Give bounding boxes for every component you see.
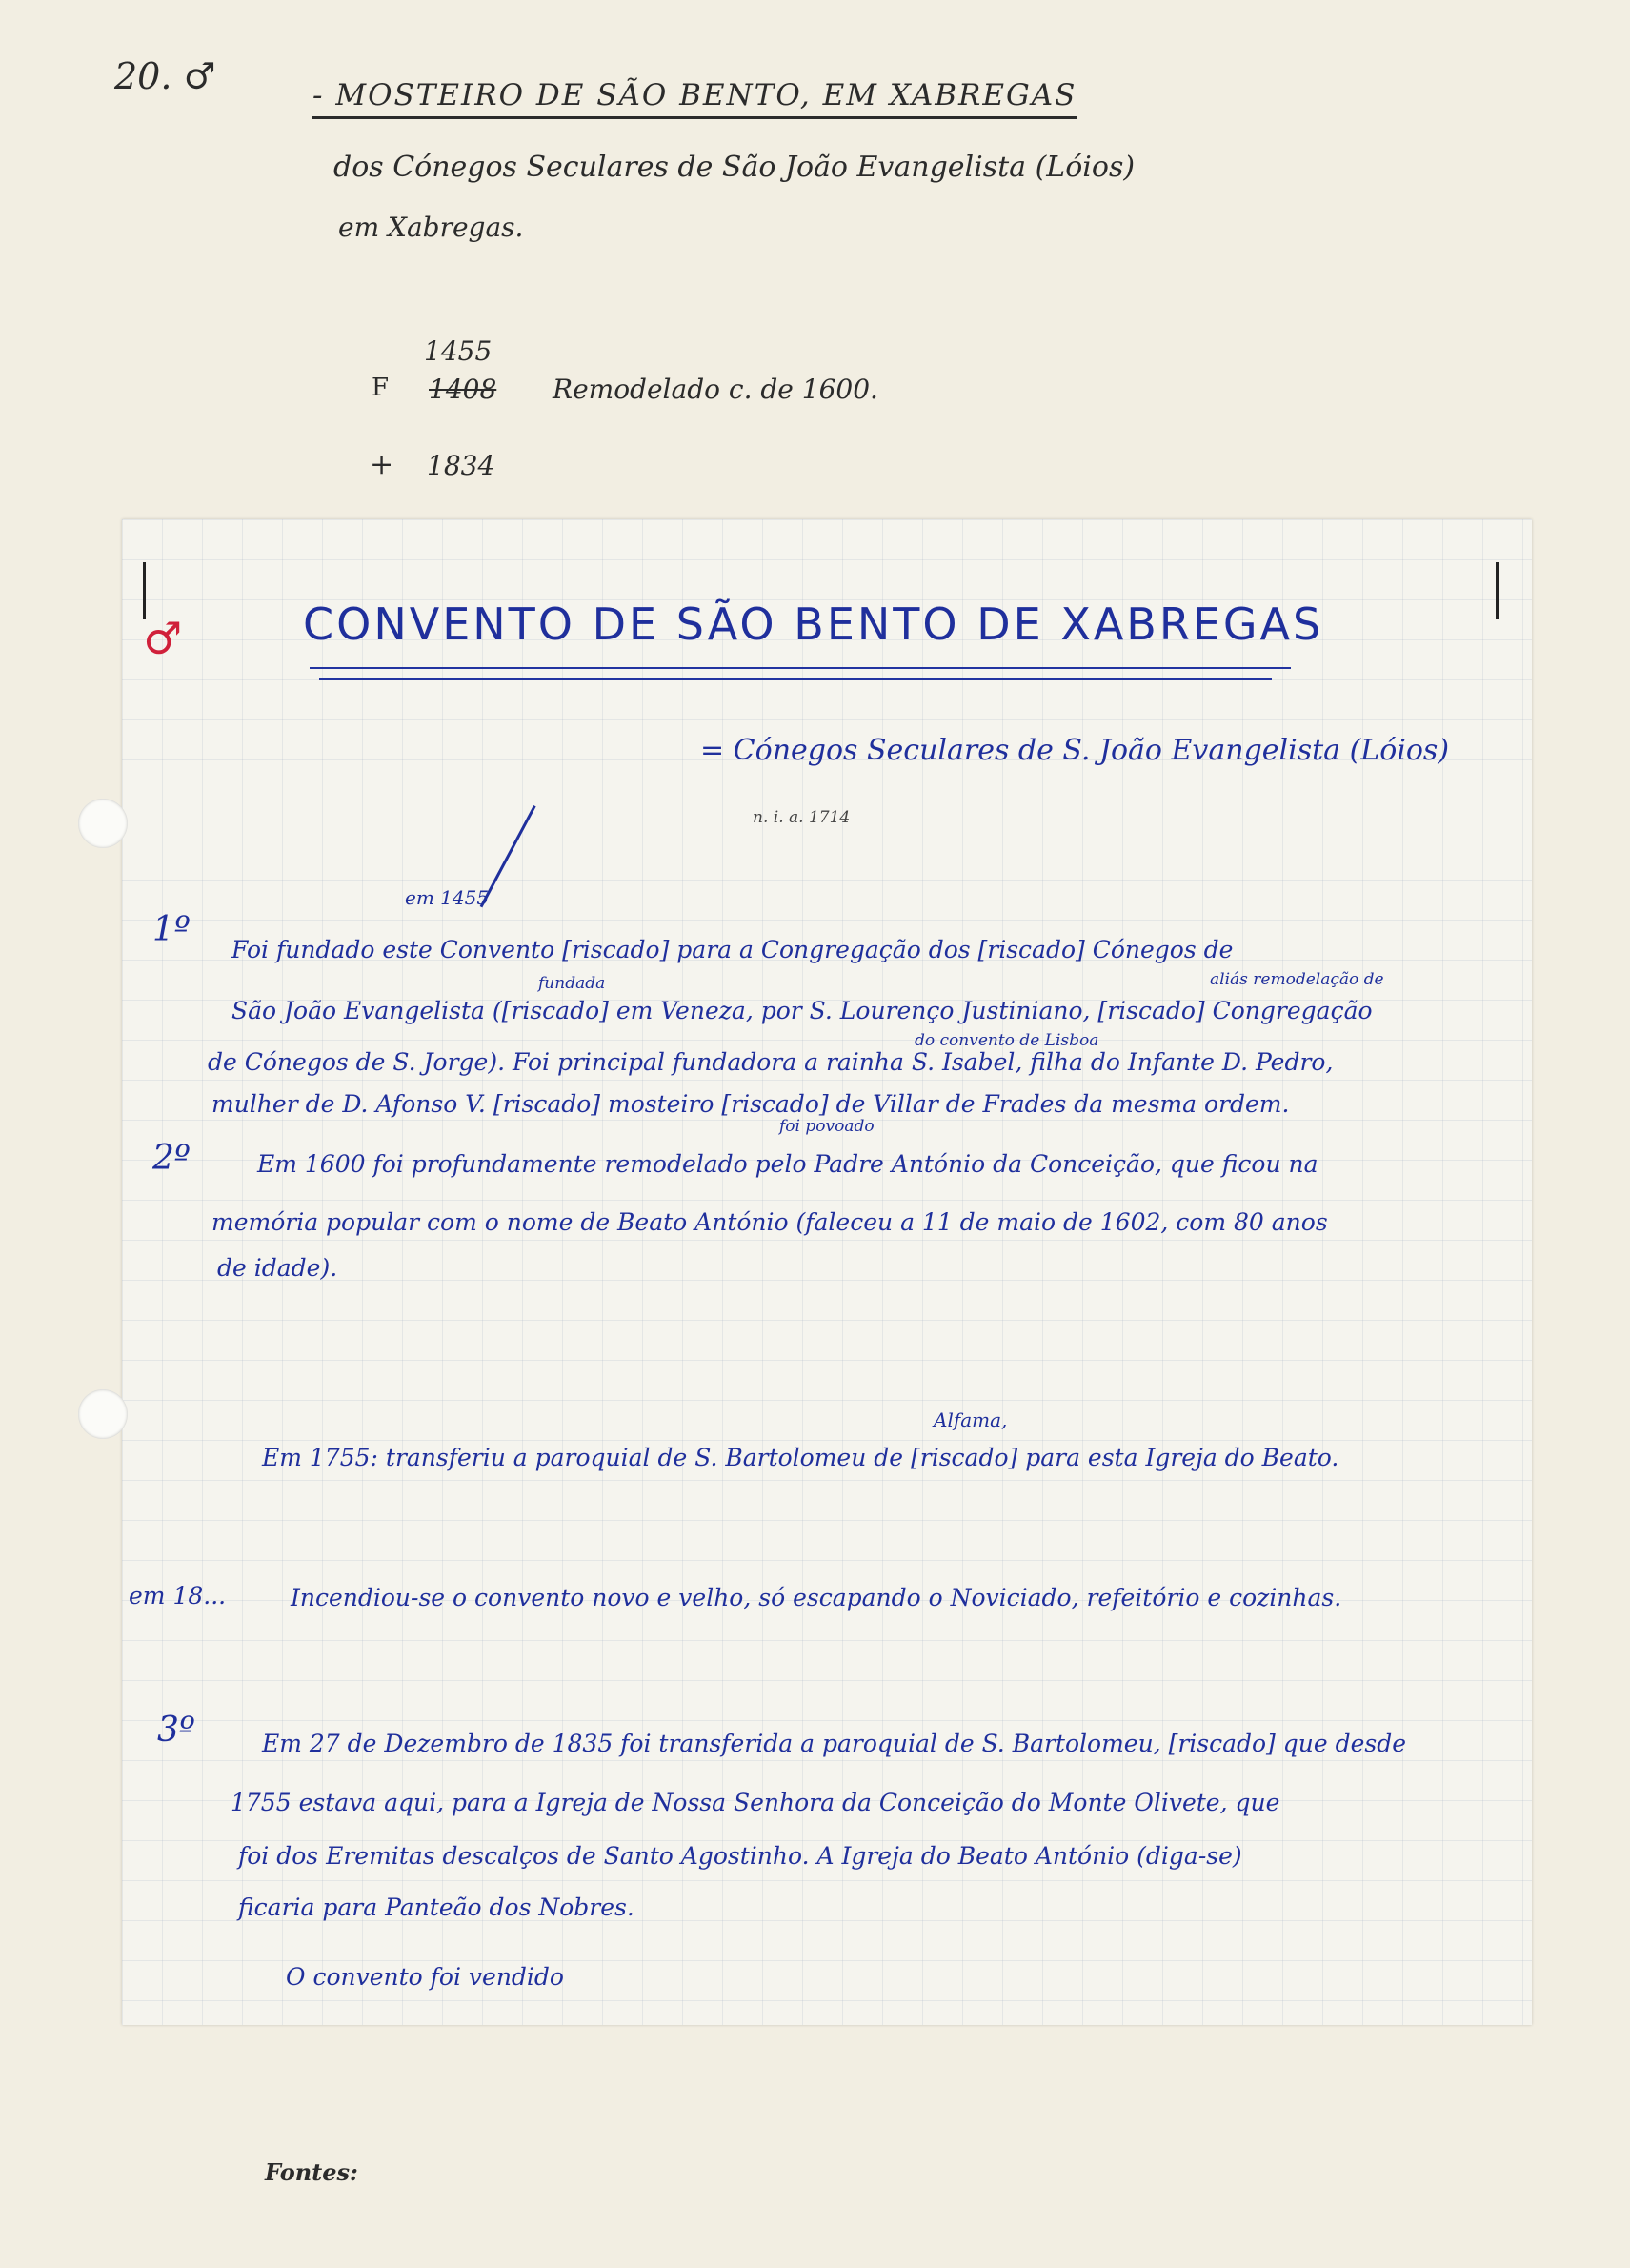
remodel-note: Remodelado c. de 1600. <box>553 374 878 405</box>
foundation-label: F <box>372 374 390 402</box>
entry-marker-18: em 18... <box>129 1582 227 1610</box>
entry-1755: Em 1755: transferiu a paroquial de S. Bartolomeu de [riscado] para esta Igreja do Beato. <box>262 1444 1339 1471</box>
section-2-line-3: de idade). <box>217 1254 338 1282</box>
foundation-year-corrected: 1455 <box>424 335 493 367</box>
section-2-line-2: memória popular com o nome de Beato António (faleceu a 11 de maio de 1602, com 80 anos <box>211 1208 1328 1236</box>
card-subtitle: = Cónegos Seculares de S. João Evangelista (Lóios) <box>700 734 1450 767</box>
section-3-line-5: O convento foi vendido <box>286 1963 564 1991</box>
section-3-line-1: Em 27 de Dezembro de 1835 foi transferida a paroquial de S. Bartolomeu, [riscado] que desde <box>262 1730 1407 1757</box>
entry-title: - MOSTEIRO DE SÃO BENTO, EM XABREGAS <box>312 78 1077 119</box>
section-marker-3: 3º <box>157 1711 195 1750</box>
sources-label: Fontes: <box>265 2158 358 2186</box>
entry-subtitle-line2: em Xabregas. <box>338 212 524 243</box>
entry-number: 20. ♂ <box>114 55 216 97</box>
title-underline-second <box>319 678 1272 680</box>
section-1-line-1: Foi fundado este Convento [riscado] para a Congregação dos [riscado] Cónegos de <box>231 936 1234 963</box>
section-1-line-4: mulher de D. Afonso V. [riscado] mosteiro [riscado] de Villar de Frades da mesma ordem. <box>211 1090 1290 1118</box>
entry-subtitle-line1: dos Cónegos Seculares de São João Evangelista (Lóios) <box>333 151 1136 184</box>
section-3-line-2: 1755 estava aqui, para a Igreja de Nossa Senhora da Conceição do Monte Olivete, que <box>231 1789 1280 1816</box>
section-marker-2: 2º <box>152 1139 191 1178</box>
section-1-line-3: de Cónegos de S. Jorge). Foi principal fundadora a rainha S. Isabel, filha do Infante D. Pedro, <box>208 1048 1334 1076</box>
insert-em-1455: em 1455 <box>405 886 490 909</box>
card-left-tick <box>143 562 146 619</box>
punch-hole-lower <box>78 1389 128 1439</box>
male-symbol-icon: ♂ <box>143 613 183 664</box>
note-foi-povoado: foi povoado <box>779 1117 875 1136</box>
end-year: 1834 <box>427 450 495 481</box>
end-label: + <box>370 448 394 481</box>
note-fundada: fundada <box>538 974 606 993</box>
title-underline <box>310 667 1291 669</box>
faint-note: n. i. a. 1714 <box>753 808 851 827</box>
section-3-line-3: foi dos Eremitas descalços de Santo Agostinho. A Igreja do Beato António (diga-se) <box>238 1842 1242 1870</box>
section-1-line-2: São João Evangelista ([riscado] em Veneza, por S. Lourenço Justiniano, [riscado] Congregação <box>231 997 1373 1024</box>
section-marker-1: 1º <box>152 910 191 949</box>
section-2-line-1: Em 1600 foi profundamente remodelado pelo Padre António da Conceição, que ficou na <box>257 1150 1318 1178</box>
punch-hole-upper <box>78 799 128 848</box>
note-remodelacao: aliás remodelação de <box>1210 970 1384 989</box>
foundation-year-struck: 1408 <box>429 374 497 405</box>
card-title: CONVENTO DE SÃO BENTO DE XABREGAS <box>303 598 1324 650</box>
section-3-line-4: ficaria para Panteão dos Nobres. <box>238 1893 634 1921</box>
card-right-tick <box>1496 562 1499 619</box>
entry-incendio: Incendiou-se o convento novo e velho, só escapando o Noviciado, refeitório e cozinhas. <box>291 1584 1342 1611</box>
insert-alfama: Alfama, <box>934 1408 1008 1431</box>
note-convento-lisboa: do convento de Lisboa <box>915 1031 1099 1050</box>
